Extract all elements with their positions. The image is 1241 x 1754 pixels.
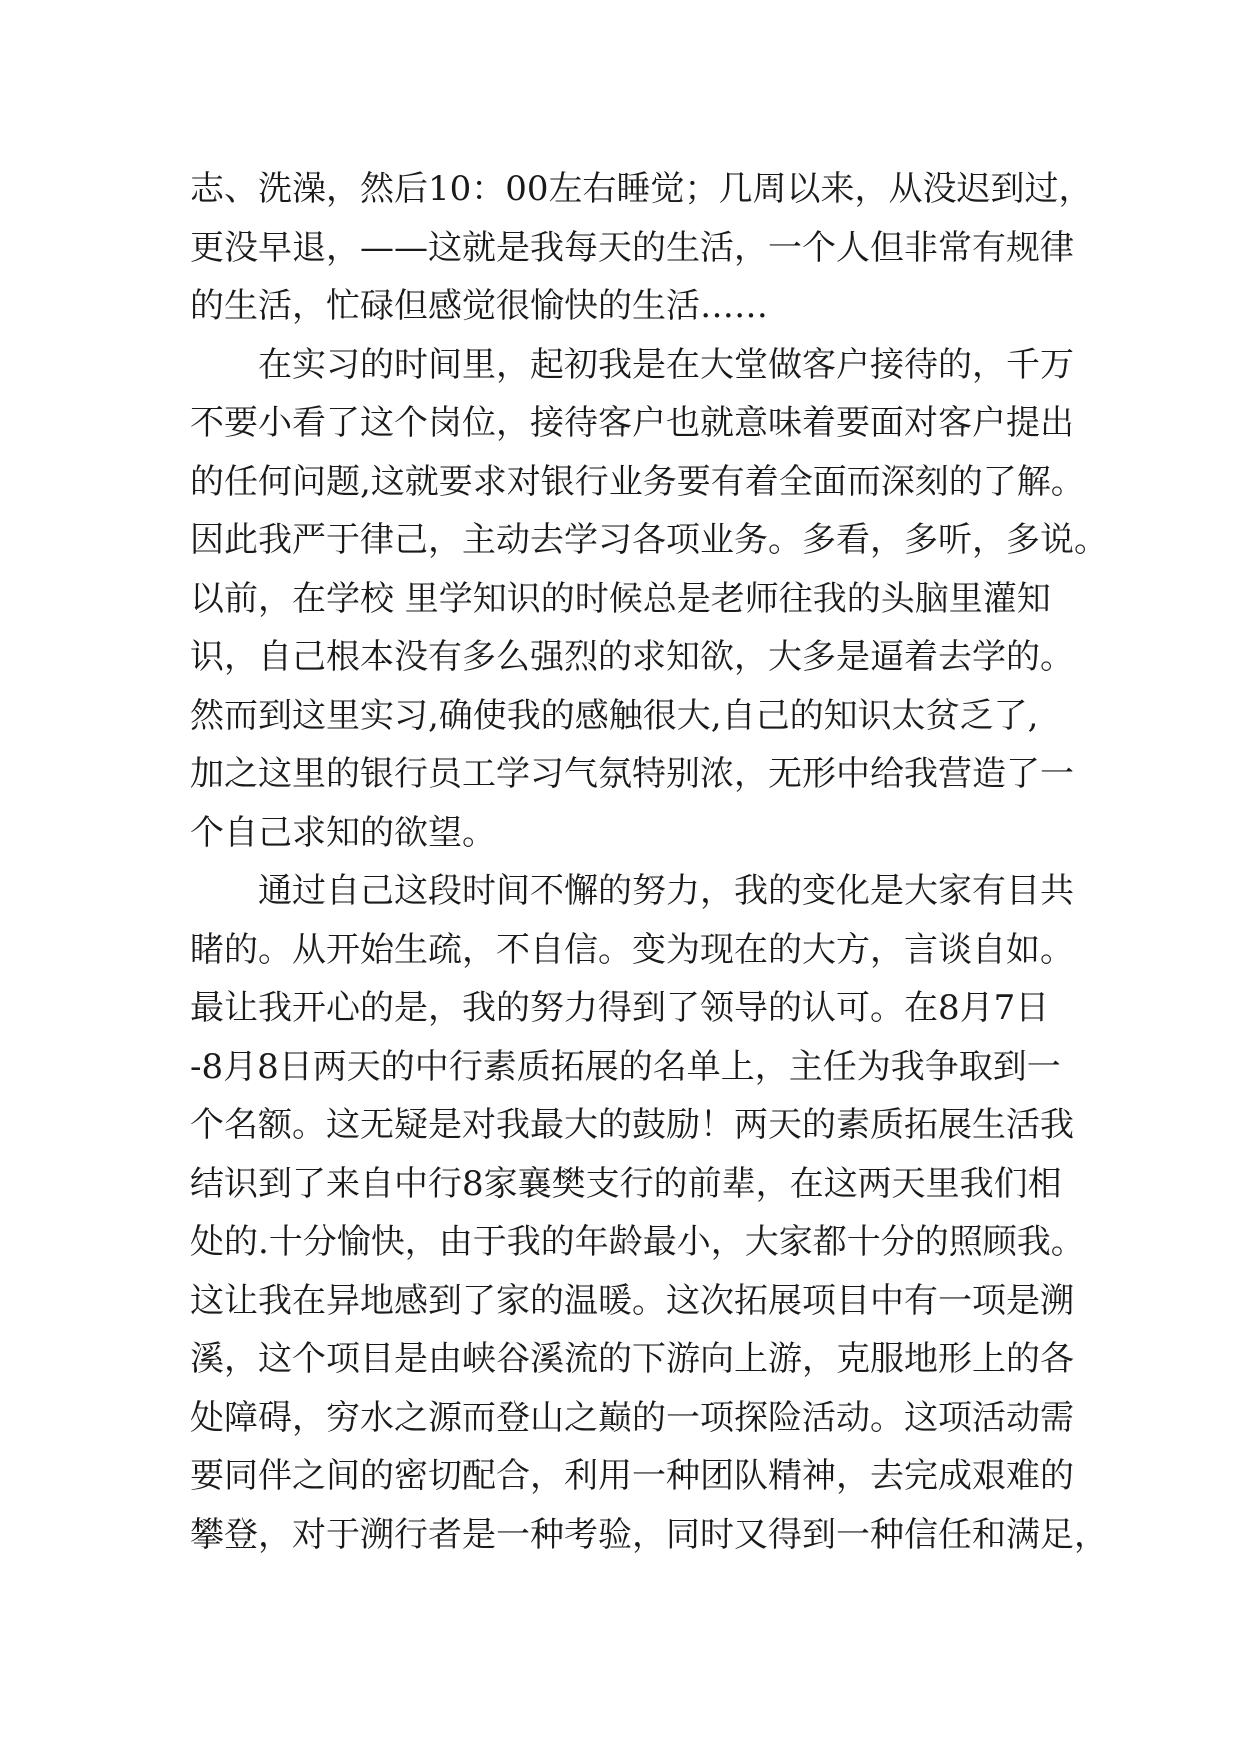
body-text xyxy=(190,160,1108,1564)
text-line: 志、洗澡，然后10：00左右睡觉；几周以来，从没迟到过， xyxy=(190,169,1093,209)
text-line: 攀登，对于溯行者是一种考验，同时又得到一种信任和满足， xyxy=(190,1514,1108,1555)
text-line: 的生活，忙碌但感觉很愉快的生活…… xyxy=(190,286,768,326)
text-line: 这让我在异地感到了家的温暖。这次拓展项目中有一项是溯 xyxy=(190,1280,1074,1321)
text-line: 睹的。从开始生疏，不自信。变为现在的大方，言谈自如。 xyxy=(190,929,1074,970)
text-line: 然而到这里实习,确使我的感触很大,自己的知识太贫乏了, xyxy=(190,695,1039,736)
text-line: 个自己求知的欲望。 xyxy=(190,812,496,853)
text-line: -8月8日两天的中行素质拓展的名单上，主任为我争取到一 xyxy=(190,1046,1061,1087)
text-line: 最让我开心的是，我的努力得到了领导的认可。在8月7日 xyxy=(190,988,1050,1028)
paragraph-first-line: 在实习的时间里，起初我是在大堂做客户接待的，千万 xyxy=(258,344,1074,385)
text-line: 更没早退，——这就是我每天的生活，一个人但非常有规律 xyxy=(190,227,1074,268)
text-line: 识，自己根本没有多么强烈的求知欲，大多是逼着去学的。 xyxy=(190,637,1074,677)
text-line: 加之这里的银行员工学习气氛特别浓，无形中给我营造了一 xyxy=(190,754,1074,794)
text-line: 溪，这个项目是由峡谷溪流的下游向上游，克服地形上的各 xyxy=(190,1339,1074,1379)
text-line: 因此我严于律己，主动去学习各项业务。多看，多听，多说。 xyxy=(190,520,1108,560)
text-line: 的任何问题,这就要求对银行业务要有着全面而深刻的了解。 xyxy=(190,461,1085,502)
text-line: 要同伴之间的密切配合，利用一种团队精神，去完成艰难的 xyxy=(190,1456,1074,1496)
text-line: 以前，在学校 里学知识的时候总是老师往我的头脑里灌知 xyxy=(190,578,1051,619)
text-line: 个名额。这无疑是对我最大的鼓励！两天的素质拓展生活我 xyxy=(190,1105,1074,1145)
text-line: 结识到了来自中行8家襄樊支行的前辈，在这两天里我们相 xyxy=(190,1163,1062,1204)
text-line: 处障碍，穷水之源而登山之巅的一项探险活动。这项活动需 xyxy=(190,1397,1074,1438)
text-line: 不要小看了这个岗位，接待客户也就意味着要面对客户提出 xyxy=(190,403,1074,443)
text-line: 处的.十分愉快，由于我的年龄最小，大家都十分的照顾我。 xyxy=(190,1222,1085,1262)
paragraph-first-line: 通过自己这段时间不懈的努力，我的变化是大家有目共 xyxy=(258,871,1074,911)
